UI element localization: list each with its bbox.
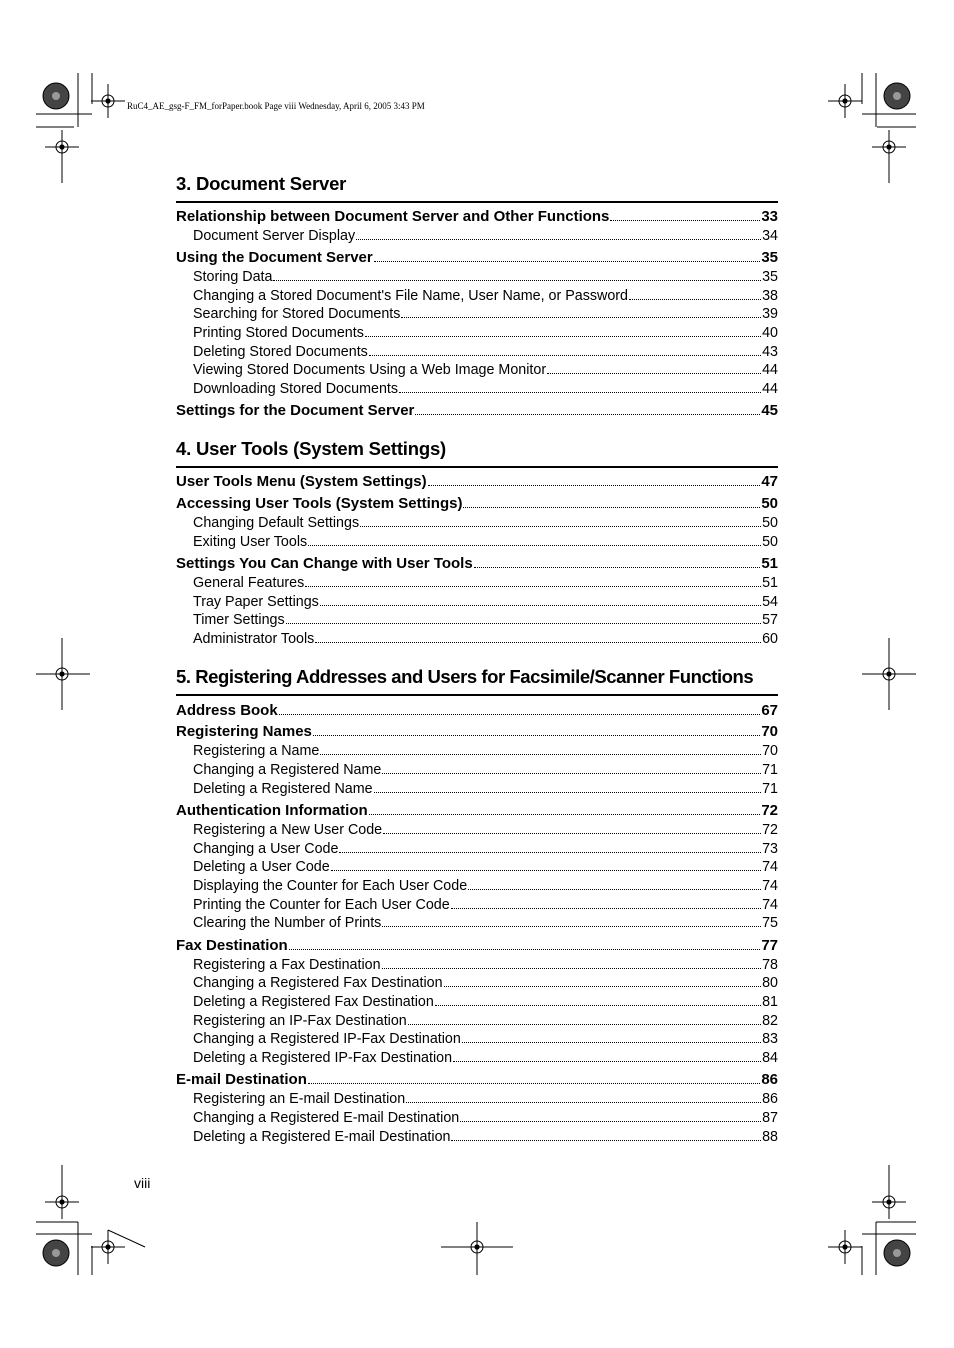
entry-page: 54 xyxy=(762,594,778,611)
toc-subentry[interactable] xyxy=(176,781,778,797)
entry-label: Relationship between Document Server and Other Functions xyxy=(176,208,610,225)
entry-page: 70 xyxy=(761,723,778,740)
toc-subentry[interactable] xyxy=(176,822,778,838)
entry-page: 71 xyxy=(762,781,778,798)
entry-label: Changing a Stored Document's File Name, User Name, or Password xyxy=(193,288,628,305)
entry-page: 60 xyxy=(762,631,778,648)
entry-label: Accessing User Tools (System Settings) xyxy=(176,495,463,512)
entry-page: 84 xyxy=(762,1050,778,1067)
leader-dots xyxy=(356,228,761,240)
toc-subentry[interactable] xyxy=(176,975,778,991)
entry-page: 80 xyxy=(762,975,778,992)
toc-entry[interactable] xyxy=(176,402,778,419)
toc-subentry[interactable] xyxy=(176,325,778,341)
entry-label: Printing the Counter for Each User Code xyxy=(193,897,450,914)
entry-page: 35 xyxy=(762,269,778,286)
chapter-rule xyxy=(176,201,778,203)
entry-label: General Features xyxy=(193,575,305,592)
entry-page: 34 xyxy=(762,228,778,245)
entry-page: 86 xyxy=(761,1071,778,1088)
toc-subentry[interactable] xyxy=(176,1110,778,1126)
chapter-title: 3. Document Server xyxy=(176,173,347,194)
toc-entry[interactable] xyxy=(176,495,778,512)
entry-label: Settings You Can Change with User Tools xyxy=(176,555,473,572)
leader-dots xyxy=(415,402,760,415)
entry-label: Document Server Display xyxy=(193,228,356,245)
entry-label: Searching for Stored Documents xyxy=(193,306,401,323)
entry-label: Registering a Name xyxy=(193,743,320,760)
leader-dots xyxy=(428,473,761,486)
entry-page: 67 xyxy=(761,702,778,719)
entry-page: 39 xyxy=(762,306,778,323)
leader-dots xyxy=(305,575,761,587)
entry-label: Fax Destination xyxy=(176,937,288,954)
entry-page: 77 xyxy=(761,937,778,954)
leader-dots xyxy=(629,288,761,300)
leader-dots xyxy=(610,208,760,221)
leader-dots xyxy=(399,381,761,393)
entry-page: 50 xyxy=(762,515,778,532)
toc-subentry[interactable] xyxy=(176,288,778,304)
entry-label: Changing a Registered E-mail Destination xyxy=(193,1110,460,1127)
toc-subentry[interactable] xyxy=(176,841,778,857)
toc-subentry[interactable] xyxy=(176,362,778,378)
leader-dots xyxy=(474,555,761,568)
toc-subentry[interactable] xyxy=(176,1091,778,1107)
leader-dots xyxy=(451,1129,761,1141)
page-number: viii xyxy=(134,1175,151,1191)
print-header-note: RuC4_AE_gsg-F_FM_forPaper.book Page viii Wednesday, April 6, 2005 3:43 PM xyxy=(127,101,425,111)
toc-subentry[interactable] xyxy=(176,381,778,397)
entry-label: Registering Names xyxy=(176,723,312,740)
entry-label: Viewing Stored Documents Using a Web Image Monitor xyxy=(193,362,547,379)
leader-dots xyxy=(331,859,761,871)
leader-dots xyxy=(315,631,761,643)
entry-label: Changing Default Settings xyxy=(193,515,360,532)
toc-entry[interactable] xyxy=(176,802,778,819)
entry-label: Deleting a Registered Name xyxy=(193,781,373,798)
leader-dots xyxy=(365,325,761,337)
toc-subentry[interactable] xyxy=(176,594,778,610)
leader-dots xyxy=(360,515,761,527)
entry-page: 72 xyxy=(762,822,778,839)
toc-entry[interactable] xyxy=(176,473,778,490)
chapter-rule xyxy=(176,694,778,696)
chapter-title: 5. Registering Addresses and Users for Facsimile/Scanner Functions xyxy=(176,666,754,687)
entry-page: 82 xyxy=(762,1013,778,1030)
entry-page: 44 xyxy=(762,362,778,379)
chapter-5 xyxy=(176,666,778,696)
leader-dots xyxy=(369,344,761,356)
entry-page: 75 xyxy=(762,915,778,932)
entry-label: Administrator Tools xyxy=(193,631,315,648)
toc-subentry[interactable] xyxy=(176,575,778,591)
entry-label: Registering an E-mail Destination xyxy=(193,1091,406,1108)
entry-page: 50 xyxy=(762,534,778,551)
leader-dots xyxy=(451,897,761,909)
entry-label: Printing Stored Documents xyxy=(193,325,364,342)
leader-dots xyxy=(401,306,761,318)
leader-dots xyxy=(382,915,761,927)
toc-subentry[interactable] xyxy=(176,306,778,322)
entry-page: 51 xyxy=(762,575,778,592)
leader-dots xyxy=(308,1071,760,1084)
entry-label: Address Book xyxy=(176,702,278,719)
toc-subentry[interactable] xyxy=(176,915,778,931)
entry-page: 87 xyxy=(762,1110,778,1127)
entry-page: 33 xyxy=(761,208,778,225)
leader-dots xyxy=(408,1013,761,1025)
leader-dots xyxy=(468,878,761,890)
leader-dots xyxy=(547,362,761,374)
toc-subentry[interactable] xyxy=(176,269,778,285)
leader-dots xyxy=(308,534,761,546)
entry-page: 35 xyxy=(761,249,778,266)
toc-entry[interactable] xyxy=(176,723,778,740)
entry-page: 47 xyxy=(761,473,778,490)
leader-dots xyxy=(320,594,761,606)
toc-entry[interactable] xyxy=(176,249,778,266)
entry-label: Storing Data xyxy=(193,269,273,286)
entry-page: 83 xyxy=(762,1031,778,1048)
leader-dots xyxy=(435,994,761,1006)
leader-dots xyxy=(320,743,761,755)
entry-page: 74 xyxy=(762,878,778,895)
entry-page: 72 xyxy=(761,802,778,819)
entry-label: Displaying the Counter for Each User Code xyxy=(193,878,468,895)
toc-subentry[interactable] xyxy=(176,228,778,244)
entry-label: Registering a Fax Destination xyxy=(193,957,381,974)
toc-subentry[interactable] xyxy=(176,534,778,550)
toc-subentry[interactable] xyxy=(176,631,778,647)
leader-dots xyxy=(273,269,761,281)
leader-dots xyxy=(444,975,762,987)
leader-dots xyxy=(313,723,760,736)
leader-dots xyxy=(279,702,761,715)
entry-label: Authentication Information xyxy=(176,802,368,819)
leader-dots xyxy=(339,841,761,853)
entry-label: Tray Paper Settings xyxy=(193,594,319,611)
entry-label: Changing a User Code xyxy=(193,841,339,858)
chapter-rule xyxy=(176,466,778,468)
entry-page: 43 xyxy=(762,344,778,361)
leader-dots xyxy=(453,1050,761,1062)
entry-page: 44 xyxy=(762,381,778,398)
leader-dots xyxy=(382,762,761,774)
toc-subentry[interactable] xyxy=(176,762,778,778)
toc-entry[interactable] xyxy=(176,937,778,954)
toc-subentry[interactable] xyxy=(176,878,778,894)
leader-dots xyxy=(382,957,762,969)
toc-subentry[interactable] xyxy=(176,1129,778,1145)
toc-entry[interactable] xyxy=(176,208,778,225)
leader-dots xyxy=(463,495,760,508)
entry-label: Clearing the Number of Prints xyxy=(193,915,382,932)
toc-subentry[interactable] xyxy=(176,1013,778,1029)
entry-page: 81 xyxy=(762,994,778,1011)
entry-page: 74 xyxy=(762,897,778,914)
entry-label: Exiting User Tools xyxy=(193,534,308,551)
entry-page: 45 xyxy=(761,402,778,419)
entry-page: 51 xyxy=(761,555,778,572)
toc-subentry[interactable] xyxy=(176,743,778,759)
leader-dots xyxy=(374,249,761,262)
toc-subentry[interactable] xyxy=(176,612,778,628)
entry-page: 50 xyxy=(761,495,778,512)
entry-page: 40 xyxy=(762,325,778,342)
leader-dots xyxy=(460,1110,761,1122)
toc-entry[interactable] xyxy=(176,1071,778,1088)
leader-dots xyxy=(406,1091,761,1103)
entry-page: 88 xyxy=(762,1129,778,1146)
entry-label: Settings for the Document Server xyxy=(176,402,415,419)
entry-label: Downloading Stored Documents xyxy=(193,381,399,398)
entry-label: User Tools Menu (System Settings) xyxy=(176,473,427,490)
toc-subentry[interactable] xyxy=(176,859,778,875)
leader-dots xyxy=(369,802,761,815)
toc-subentry[interactable] xyxy=(176,1050,778,1066)
entry-label: Changing a Registered Name xyxy=(193,762,382,779)
entry-label: Deleting a Registered Fax Destination xyxy=(193,994,434,1011)
entry-label: Deleting Stored Documents xyxy=(193,344,368,361)
entry-page: 38 xyxy=(762,288,778,305)
toc-entry[interactable] xyxy=(176,555,778,572)
toc-entry[interactable] xyxy=(176,702,778,719)
toc-subentry[interactable] xyxy=(176,1031,778,1047)
entry-label: Timer Settings xyxy=(193,612,285,629)
toc-subentry[interactable] xyxy=(176,897,778,913)
toc-subentry[interactable] xyxy=(176,994,778,1010)
entry-page: 73 xyxy=(762,841,778,858)
entry-label: Registering a New User Code xyxy=(193,822,383,839)
entry-page: 57 xyxy=(762,612,778,629)
leader-dots xyxy=(289,937,761,950)
entry-label: Deleting a Registered E-mail Destination xyxy=(193,1129,451,1146)
entry-page: 74 xyxy=(762,859,778,876)
leader-dots xyxy=(374,781,761,793)
leader-dots xyxy=(286,612,761,624)
entry-label: Deleting a Registered IP-Fax Destination xyxy=(193,1050,453,1067)
entry-page: 71 xyxy=(762,762,778,779)
entry-label: E-mail Destination xyxy=(176,1071,307,1088)
entry-label: Changing a Registered IP-Fax Destination xyxy=(193,1031,461,1048)
entry-label: Using the Document Server xyxy=(176,249,373,266)
entry-label: Deleting a User Code xyxy=(193,859,330,876)
entry-page: 78 xyxy=(762,957,778,974)
toc-subentry[interactable] xyxy=(176,515,778,531)
chapter-3 xyxy=(176,173,778,203)
toc-subentry[interactable] xyxy=(176,957,778,973)
entry-page: 70 xyxy=(762,743,778,760)
leader-dots xyxy=(383,822,761,834)
entry-label: Changing a Registered Fax Destination xyxy=(193,975,443,992)
chapter-4 xyxy=(176,438,778,468)
toc-subentry[interactable] xyxy=(176,344,778,360)
entry-label: Registering an IP-Fax Destination xyxy=(193,1013,407,1030)
chapter-title: 4. User Tools (System Settings) xyxy=(176,438,446,459)
leader-dots xyxy=(462,1031,761,1043)
entry-page: 86 xyxy=(762,1091,778,1108)
